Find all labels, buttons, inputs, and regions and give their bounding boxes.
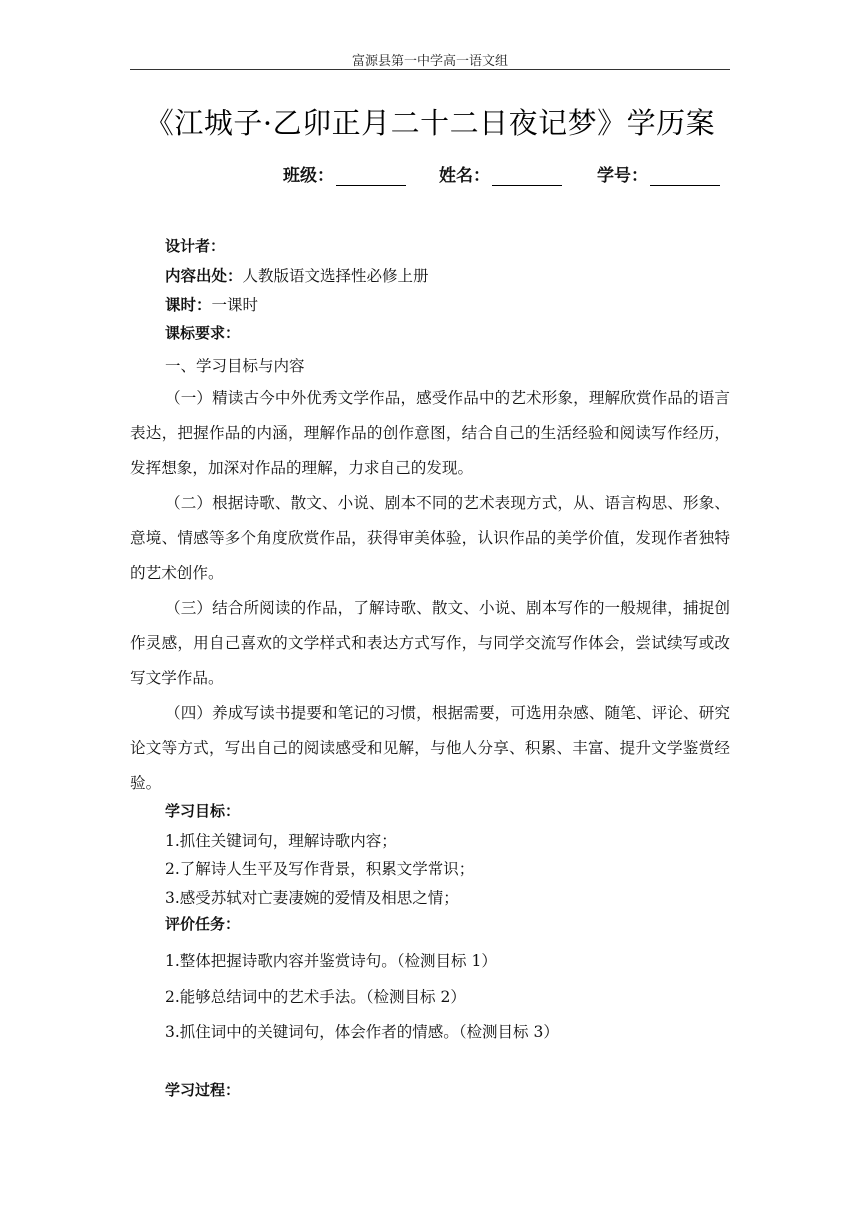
standard-label: 课标要求： [165,324,241,342]
name-blank [492,169,562,186]
objective-item-1: 1.抓住关键词句，理解诗歌内容； [165,832,397,850]
period-value: 一课时 [211,296,259,314]
student-id-field [597,161,720,186]
page-header: 富源县第一中学高一语文组 [351,54,508,69]
source-label: 内容出处： [165,267,243,285]
standard-item-4: （四）养成写读书提要和笔记的习惯，根据需要，可选用杂感、随笔、评论、研究论文等方式，写出自己的阅读感受和见解，与他人分享、积累、丰富、提升文学鉴赏经验。 [130,704,730,792]
task-item-1: 1.整体把握诗歌内容并鉴赏诗句。（检测目标 1） [165,952,497,970]
class-field [283,161,406,186]
name-field [439,161,562,186]
period-label: 课时： [165,296,212,314]
standard-item-1: （一）精读古今中外优秀文学作品，感受作品中的艺术形象，理解欣赏作品的语言表达，把握作品的内涵，理解作品的创作意图，结合自己的生活经验和阅读写作经历，发挥想象，加深对作品的理解，力求自己的发现。 [130,389,730,477]
process-heading: 学习过程： [165,1081,241,1099]
objective-item-2: 2.了解诗人生平及写作背景，积累文学常识； [165,860,475,878]
source-value: 人教版语文选择性必修上册 [242,267,429,285]
class-blank [336,169,406,186]
name-label: 姓名： [439,166,490,186]
student-id-blank [650,169,720,186]
class-label: 班级： [283,166,334,186]
period-line [165,293,258,315]
source-line [165,264,429,286]
standard-item-3: （三）结合所阅读的作品，了解诗歌、散文、小说、剧本写作的一般规律，捕捉创作灵感，用自己喜欢的文学样式和表达方式写作，与同学交流写作体会，尝试续写或改写文学作品。 [130,599,730,687]
objective-item-3: 3.感受苏轼对亡妻凄婉的爱情及相思之情； [165,889,459,907]
student-id-label: 学号： [597,166,648,186]
objectives-heading: 学习目标： [165,802,241,820]
designer-label: 设计者： [165,237,226,255]
task-item-2: 2.能够总结词中的艺术手法。（检测目标 2） [165,988,466,1006]
task-item-3: 3.抓住词中的关键词句，体会作者的情感。（检测目标 3） [165,1023,559,1041]
standards-heading: 一、学习目标与内容 [165,357,305,375]
standard-item-2: （二）根据诗歌、散文、小说、剧本不同的艺术表现方式，从、语言构思、形象、意境、情感等多个角度欣赏作品，获得审美体验，认识作品的美学价值，发现作者独特的艺术创作。 [130,494,730,582]
header-divider [130,69,730,70]
tasks-heading: 评价任务： [165,915,241,933]
document-title: 《江城子·乙卯正月二十二日夜记梦》学历案 [144,106,716,140]
